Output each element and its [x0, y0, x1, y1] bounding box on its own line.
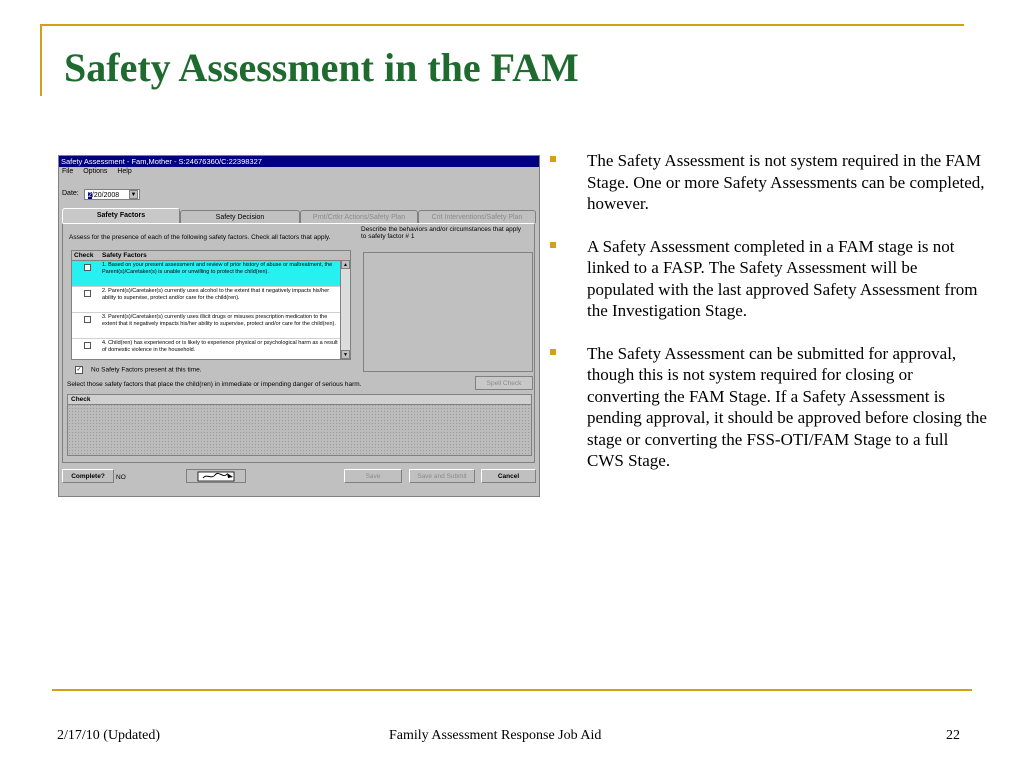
- tab-strip: [62, 210, 538, 223]
- cancel-button[interactable]: Cancel: [481, 469, 536, 483]
- bullet-text-2: A Safety Assessment completed in a FAM stage is not linked to a FASP. The Safety Assessment will be populated with the last approved Safety Assessment from the Investigation Stage.: [587, 236, 978, 320]
- assess-instruction: Assess for the presence of each of the following safety factors. Check all factors that apply.: [69, 234, 331, 241]
- factor-text-1: 1. Based on your present assessment and review of prior history of abuse or maltreatment, the Parent(s)/Caretaker(s) is unable or unwilling to protect the child(ren).: [102, 262, 333, 275]
- bullet-item: [548, 236, 988, 322]
- column-check: Check: [74, 252, 94, 259]
- bullet-text-3: The Safety Assessment can be submitted for approval, though this is not system required for closing or converting the FAM Stage. If a Safety Assessment is pending approval, it should be approved before closing the stage or converting the FSS-OTI/FAM Stage to a full CWS Stage.: [587, 343, 987, 470]
- square-bullet-icon: [550, 349, 556, 355]
- table-header: [72, 251, 350, 261]
- tab-safety-decision[interactable]: Safety Decision: [180, 210, 300, 223]
- danger-check-grid[interactable]: [67, 394, 532, 456]
- bullet-item: [548, 343, 988, 472]
- safety-factors-panel: [62, 223, 535, 463]
- complete-button[interactable]: Complete?: [62, 469, 114, 483]
- date-cursor: 2: [88, 192, 92, 199]
- factor-text-4: 4. Child(ren) has experienced or is likely to experience physical or psychological harm as a result of domestic violence in the household.: [102, 340, 338, 353]
- describe-textarea[interactable]: [363, 252, 533, 372]
- slide-title: Safety Assessment in the FAM: [64, 45, 579, 90]
- menu-options[interactable]: Options: [83, 168, 108, 175]
- safety-factors-table: [71, 250, 351, 360]
- select-instruction: Select those safety factors that place the child(ren) in immediate or impending danger of serious harm.: [67, 381, 362, 388]
- table-row[interactable]: [72, 261, 350, 287]
- save-button[interactable]: Save: [344, 469, 402, 483]
- accent-line-top: [40, 24, 964, 26]
- spell-check-button[interactable]: Spell Check: [475, 376, 533, 390]
- bottom-button-bar: [59, 466, 539, 486]
- menu-bar: [59, 167, 539, 177]
- factor-checkbox-2[interactable]: [84, 290, 91, 297]
- footer-date: 2/17/10 (Updated): [57, 728, 161, 743]
- table-scrollbar[interactable]: [340, 260, 350, 359]
- table-row[interactable]: [72, 313, 350, 339]
- factor-checkbox-4[interactable]: [84, 342, 91, 349]
- describe-label: Describe the behaviors and/or circumstances that apply to safety factor # 1: [361, 226, 522, 240]
- window-titlebar: Safety Assessment - Fam,Mother - S:24676360/C:22398327: [59, 156, 539, 167]
- column-safety-factors: Safety Factors: [102, 252, 147, 259]
- menu-help[interactable]: Help: [117, 168, 132, 175]
- bullet-text-1: The Safety Assessment is not system required in the FAM Stage. One or more Safety Assessments can be completed, however.: [587, 151, 985, 213]
- factor-text-3: 3. Parent(s)/Caretaker(s) currently uses illicit drugs or misuses prescription medication to the extent that it negatively impacts his/her ability to supervise, protect and/or care for the child(ren).: [102, 314, 336, 327]
- tab-prnt-crtkr-actions[interactable]: Prnt/Crtkr Actions/Safety Plan: [300, 210, 418, 223]
- accent-line-bottom: [52, 689, 972, 691]
- chevron-down-icon[interactable]: ▼: [130, 192, 137, 198]
- factor-checkbox-1[interactable]: [84, 264, 91, 271]
- pen-sign-icon[interactable]: [186, 469, 246, 483]
- check-grid-header: Check: [68, 395, 531, 405]
- complete-value: NO: [116, 474, 126, 481]
- date-value: /20/2008: [91, 192, 120, 199]
- save-and-submit-button[interactable]: Save and Submit: [409, 469, 475, 483]
- no-safety-factors-row: [75, 366, 202, 374]
- page-number: 22: [946, 728, 960, 743]
- bullet-item: [548, 150, 988, 215]
- factor-checkbox-3[interactable]: [84, 316, 91, 323]
- date-label: Date:: [62, 190, 79, 197]
- no-safety-factors-checkbox[interactable]: ✓: [76, 367, 82, 373]
- bullet-list: [548, 150, 988, 493]
- table-row[interactable]: [72, 339, 350, 360]
- square-bullet-icon: [550, 242, 556, 248]
- footer-title: Family Assessment Response Job Aid: [389, 728, 602, 743]
- no-safety-factors-label: No Safety Factors present at this time.: [91, 366, 202, 374]
- factor-text-2: 2. Parent(s)/Caretaker(s) currently uses alcohol to the extent that it negatively impacts his/her ability to supervise, protect and/or care for the child(ren).: [102, 288, 330, 301]
- safety-assessment-window: [58, 155, 540, 497]
- table-row[interactable]: [72, 287, 350, 313]
- accent-line-left: [40, 24, 42, 96]
- scroll-down-icon[interactable]: ▼: [341, 350, 350, 359]
- square-bullet-icon: [550, 156, 556, 162]
- tab-crit-interventions[interactable]: Crit Interventions/Safety Plan: [418, 210, 536, 223]
- scroll-up-icon[interactable]: ▲: [341, 260, 350, 269]
- menu-file[interactable]: File: [62, 168, 74, 175]
- tab-safety-factors[interactable]: Safety Factors: [62, 208, 180, 223]
